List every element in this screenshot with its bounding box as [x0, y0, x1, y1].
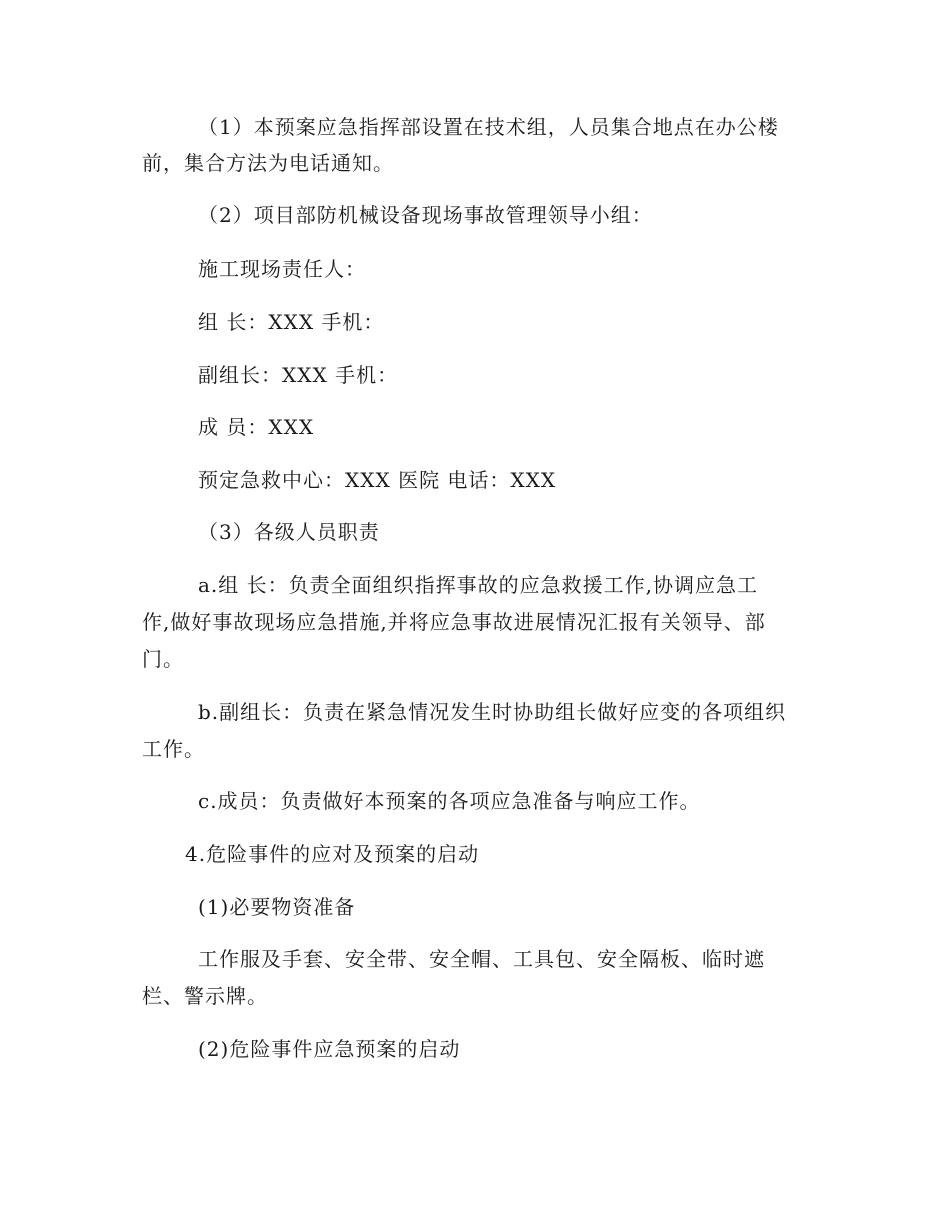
paragraph-line: 工作服及手套、安全带、安全帽、工具包、安全隔板、临时遮 — [198, 947, 765, 971]
paragraph-line: 栏、警示牌。 — [142, 984, 268, 1008]
paragraph-line: a.组 长：负责全面组织指挥事故的应急救援工作,协调应急工 — [198, 573, 758, 597]
paragraph-line: (1)必要物资准备 — [198, 895, 356, 919]
paragraph-line: （1）本预案应急指挥部设置在技术组，人员集合地点在办公楼 — [198, 115, 779, 139]
section-heading: 4.危险事件的应对及预案的启动 — [185, 842, 480, 866]
paragraph-line: 作,做好事故现场应急措施,并将应急事故进展情况汇报有关领导、部 — [142, 610, 766, 634]
paragraph-line: 施工现场责任人： — [198, 257, 366, 281]
paragraph-line: (2)危险事件应急预案的启动 — [198, 1037, 461, 1061]
paragraph-line: 成 员：XXX — [198, 415, 315, 439]
paragraph-line: 工作。 — [142, 737, 205, 761]
paragraph-line: b.副组长：负责在紧急情况发生时协助组长做好应变的各项组织 — [198, 700, 787, 724]
paragraph-line: 门。 — [142, 647, 184, 671]
paragraph-line: 前，集合方法为电话通知。 — [142, 151, 394, 175]
paragraph-line: （3）各级人员职责 — [198, 520, 380, 544]
paragraph-line: 副组长：XXX 手机： — [198, 363, 399, 387]
paragraph-line: c.成员：负责做好本预案的各项应急准备与响应工作。 — [198, 789, 701, 813]
paragraph-line: 预定急救中心：XXX 医院 电话：XXX — [198, 468, 557, 492]
paragraph-line: 组 长：XXX 手机： — [198, 310, 385, 334]
paragraph-line: （2）项目部防机械设备现场事故管理领导小组： — [198, 203, 653, 227]
